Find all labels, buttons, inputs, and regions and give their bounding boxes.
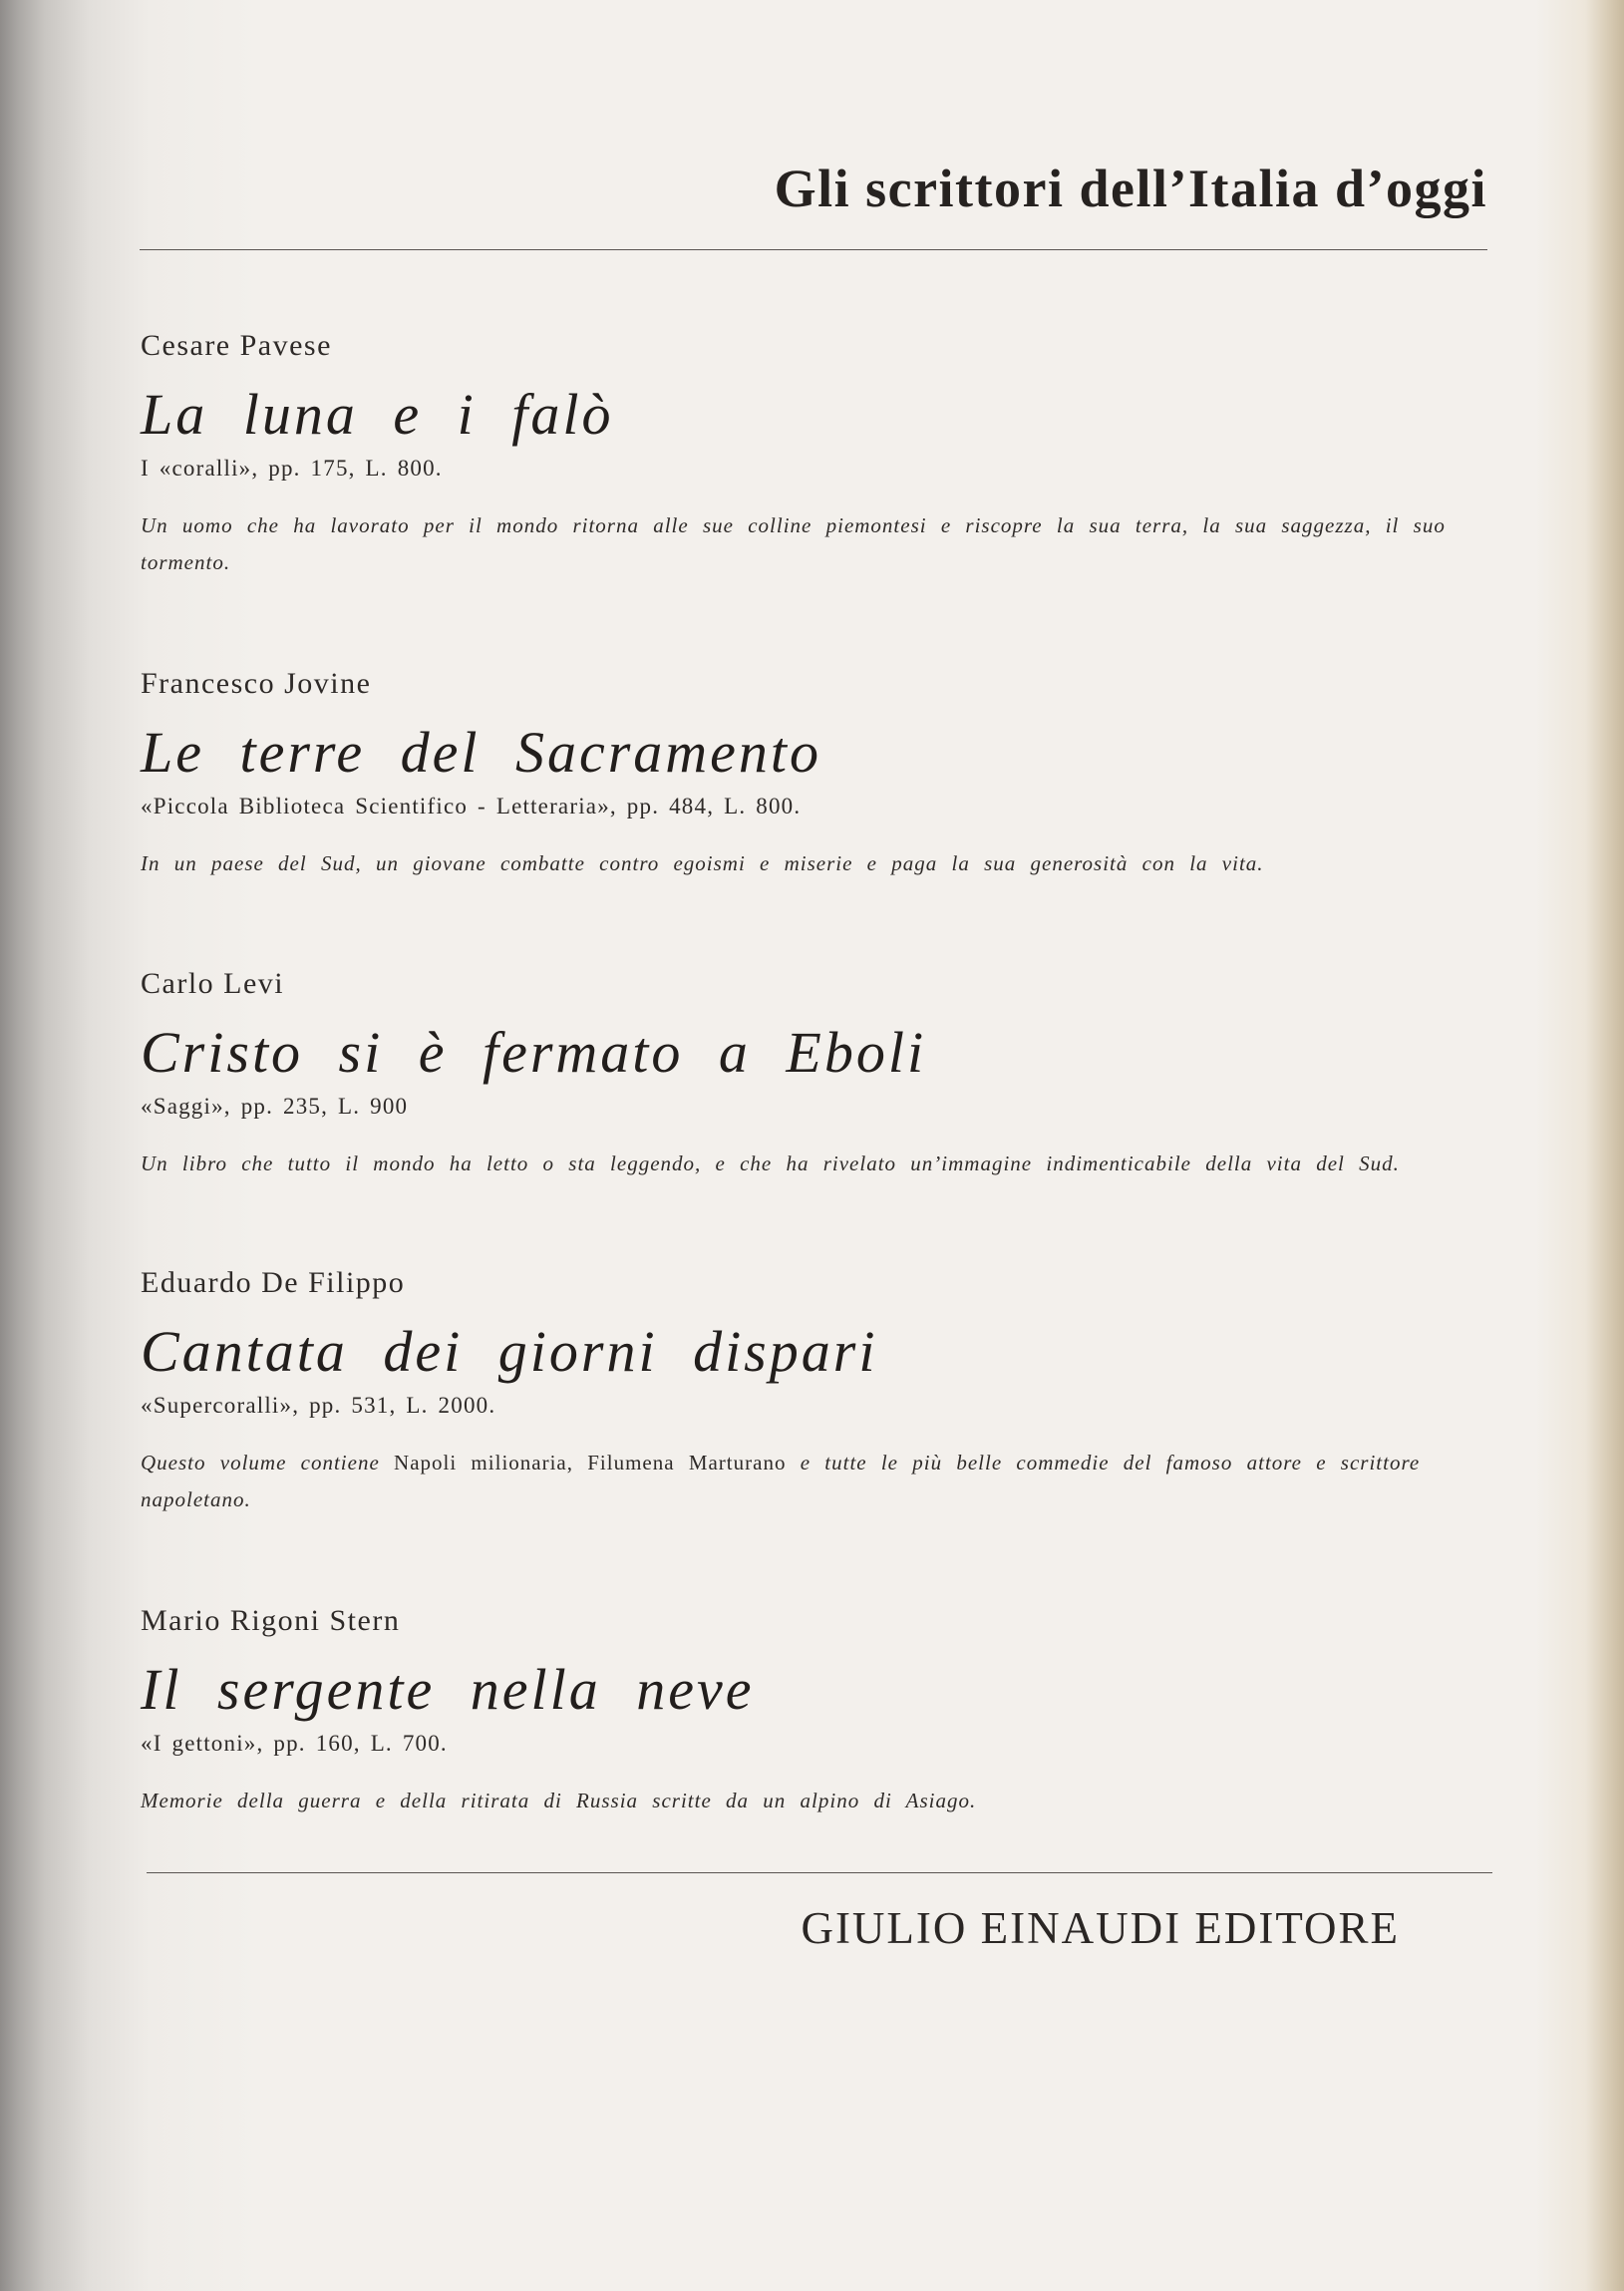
book-meta: «Supercoralli», pp. 531, L. 2000. — [141, 1393, 496, 1418]
book-author: Eduardo De Filippo — [141, 1266, 406, 1299]
book-description: Memorie della guerra e della ritirata di Russia scritte da un alpino di Asiago. — [141, 1789, 977, 1812]
book-title: Cantata dei giorni dispari — [141, 1319, 878, 1384]
book-meta: «Piccola Biblioteca Scientifico - Letteraria», pp. 484, L. 800. — [141, 794, 802, 818]
book-title: Il sergente nella neve — [141, 1657, 755, 1722]
page-heading: Gli scrittori dell’Italia d’oggi — [774, 159, 1487, 218]
book-title: La luna e i falò — [141, 382, 614, 447]
book-description — [141, 1445, 1496, 1518]
book-author: Mario Rigoni Stern — [141, 1604, 401, 1637]
description-text: e tutte le più belle commedie del famoso attore e scrittore napoletano. — [141, 1451, 1421, 1511]
book-description: Un libro che tutto il mondo ha letto o sta leggendo, e che ha rivelato un’immagine indimenticabile della vita del Sud. — [141, 1151, 1400, 1175]
book-entry — [141, 324, 1496, 581]
book-author: Carlo Levi — [141, 967, 285, 1000]
description-plays: Napoli milionaria, Filumena Marturano — [394, 1451, 787, 1474]
book-meta: I «coralli», pp. 175, L. 800. — [141, 456, 443, 481]
publisher-name: GIULIO EINAUDI EDITORE — [801, 1903, 1400, 1953]
book-entry — [141, 1599, 1496, 1819]
top-divider — [140, 249, 1487, 250]
book-title: Cristo si è fermato a Eboli — [141, 1020, 927, 1085]
book-entry — [141, 662, 1496, 882]
book-entry — [141, 962, 1496, 1182]
book-description: Un uomo che ha lavorato per il mondo ritorna alle sue colline piemontesi e riscopre la sua terra, la sua saggezza, il suo tormento. — [141, 513, 1446, 574]
book-description: In un paese del Sud, un giovane combatte contro egoismi e miserie e paga la sua generosità con la vita. — [141, 851, 1264, 875]
book-meta: «I gettoni», pp. 160, L. 700. — [141, 1731, 448, 1756]
book-title: Le terre del Sacramento — [141, 720, 822, 785]
book-entry — [141, 1261, 1496, 1518]
description-text: Questo volume contiene — [141, 1451, 395, 1474]
book-author: Cesare Pavese — [141, 329, 332, 362]
book-meta: «Saggi», pp. 235, L. 900 — [141, 1094, 409, 1119]
bottom-divider — [147, 1872, 1492, 1873]
book-author: Francesco Jovine — [141, 667, 372, 700]
